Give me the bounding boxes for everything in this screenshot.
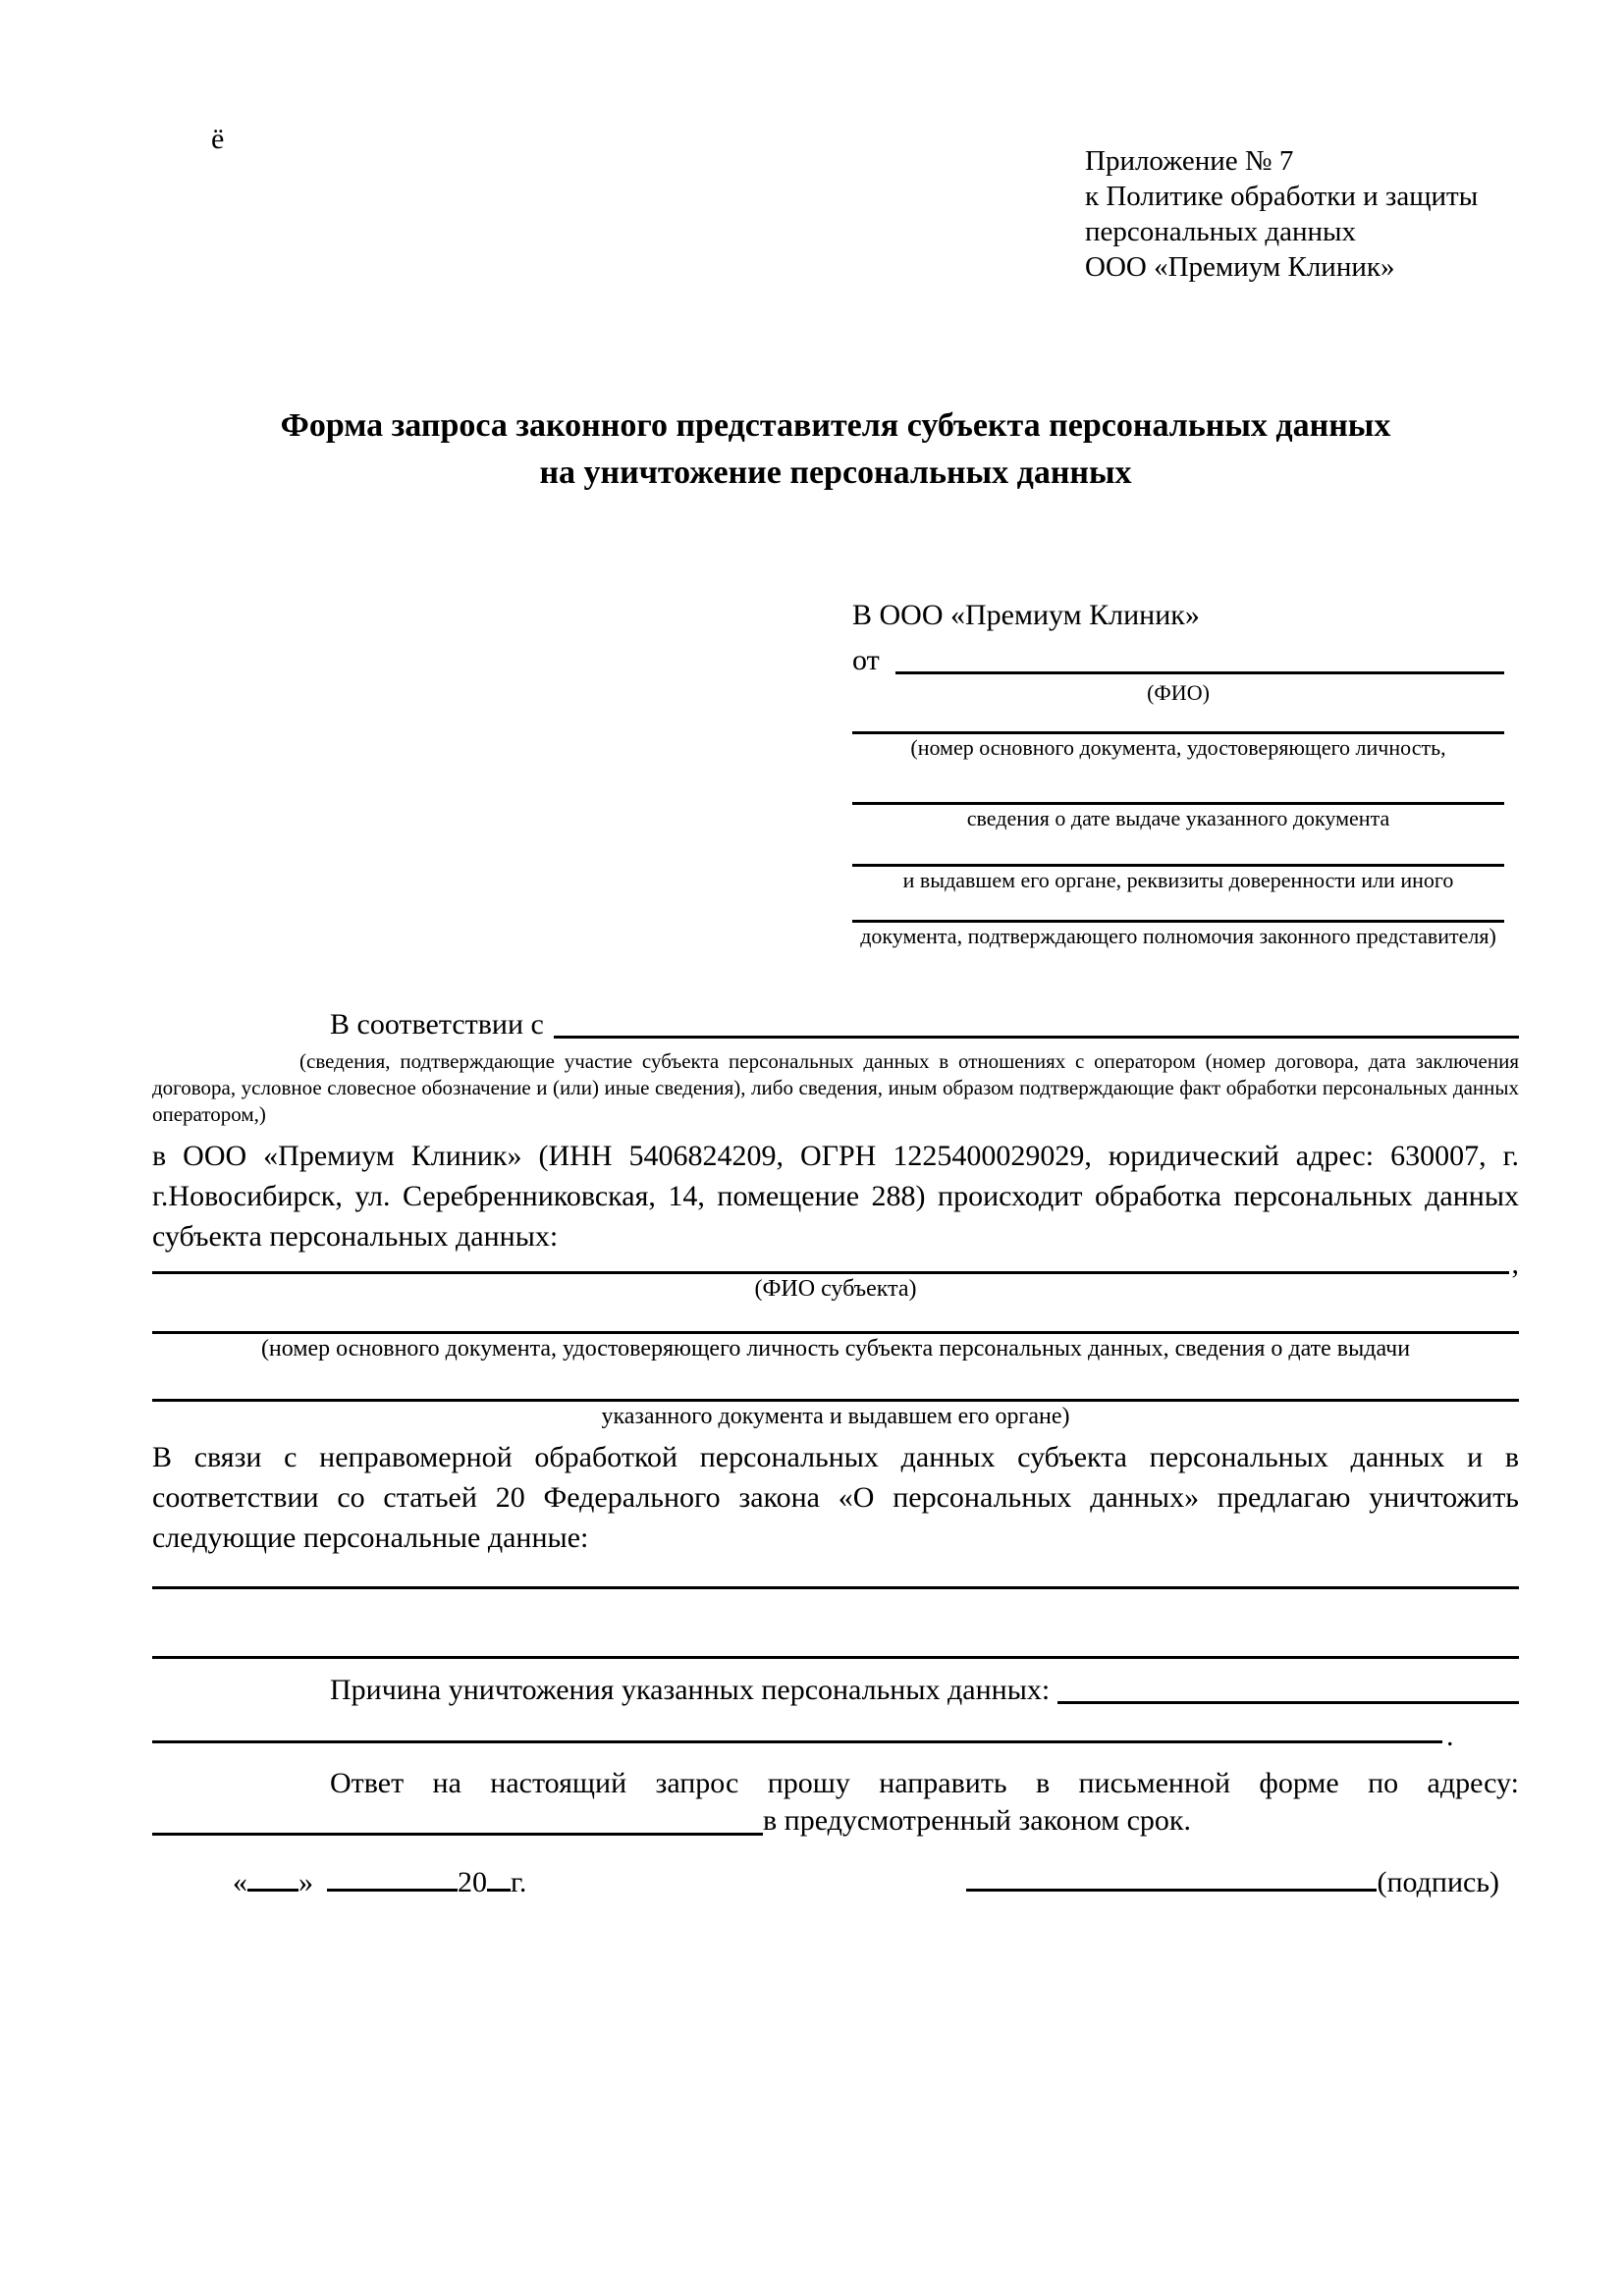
addressee-block bbox=[852, 597, 1504, 950]
year-suffix: г. bbox=[511, 1866, 527, 1898]
title-line: на уничтожение персональных данных bbox=[539, 454, 1132, 491]
reply-tail: в предусмотренный законом срок. bbox=[763, 1804, 1191, 1837]
title-line: Форма запроса законного представителя субъекта персональных данных bbox=[280, 407, 1391, 444]
signature-blank-line bbox=[966, 1882, 1377, 1892]
address-blank-line bbox=[152, 1833, 763, 1836]
reason-blank-line bbox=[1057, 1701, 1519, 1704]
reason-continuation-row bbox=[152, 1708, 1519, 1752]
demand-paragraph: В связи с неправомерной обработкой персональных данных субъекта персональных данных и в соответствии со статьей 20 Федерального закона «О персональных данных» предлагаю уничтожить следующие персональные данные: bbox=[152, 1441, 1519, 1554]
issuer-blank-line bbox=[852, 832, 1504, 867]
trailing-comma: , bbox=[1511, 1248, 1519, 1280]
month-blank bbox=[327, 1882, 458, 1892]
doc-number-caption: (номер основного документа, удостоверяющего личность, bbox=[910, 735, 1446, 760]
stray-character: ё bbox=[211, 123, 225, 155]
reply-paragraph: Ответ на настоящий запрос прошу направить в письменной форме по адресу: bbox=[330, 1767, 1519, 1799]
authority-blank-line bbox=[852, 894, 1504, 923]
date-signature-row bbox=[152, 1861, 1519, 1900]
reason-lead: Причина уничтожения указанных персональных данных: bbox=[330, 1674, 1051, 1706]
fio-blank-line bbox=[895, 671, 1504, 674]
subject-fio-row bbox=[152, 1248, 1519, 1280]
signature-field bbox=[966, 1865, 1499, 1900]
subject-fio-caption: (ФИО субъекта) bbox=[754, 1276, 917, 1302]
trailing-period: . bbox=[1446, 1720, 1454, 1752]
operator-paragraph: в ООО «Премиум Клиник» (ИНН 5406824209, ОГРН 1225400029029, юридический адрес: 630007, г. г.Новосибирск, ул. Серебренниковская, 14, помещение 288) происходит обработка персональных данных субъекта персональных данных: bbox=[152, 1140, 1519, 1253]
appendix-line: Приложение № 7 bbox=[1085, 145, 1294, 177]
day-blank bbox=[247, 1882, 298, 1892]
data-blank-line-1 bbox=[152, 1558, 1519, 1589]
subject-doc-blank-line bbox=[152, 1304, 1519, 1334]
accordance-blank-line bbox=[554, 1036, 1519, 1039]
addressee-organization: В ООО «Премиум Клиник» bbox=[852, 599, 1200, 631]
fio-caption: (ФИО) bbox=[1147, 680, 1210, 705]
appendix-block bbox=[1085, 143, 1478, 285]
from-label: от bbox=[852, 644, 880, 676]
authority-caption: документа, подтверждающего полномочия законного представителя) bbox=[860, 924, 1496, 948]
subject-doc-blank-line-2 bbox=[152, 1363, 1519, 1402]
subject-doc-caption-2: указанного документа и выдавшем его органе) bbox=[601, 1404, 1070, 1429]
reason-blank-line-2 bbox=[152, 1740, 1442, 1743]
reason-row bbox=[152, 1669, 1519, 1708]
issue-date-caption: сведения о дате выдаче указанного документа bbox=[966, 806, 1390, 830]
year-blank bbox=[487, 1882, 511, 1892]
date-field bbox=[233, 1865, 526, 1900]
appendix-line: к Политике обработки и защиты bbox=[1085, 181, 1479, 212]
accordance-row bbox=[152, 1003, 1519, 1042]
body-text bbox=[152, 1003, 1519, 1839]
signature-caption: (подпись) bbox=[1377, 1866, 1499, 1898]
accordance-note: (сведения, подтверждающие участие субъекта персональных данных в отношениях с оператором (номер договора, дата заключения договора, условное словесное обозначение и (или) иные сведения), либо сведения, иным образом подтверждающие факт обработки персональных данных оператором,) bbox=[152, 1049, 1519, 1126]
reply-address-row bbox=[152, 1803, 1519, 1839]
issue-date-blank-line bbox=[852, 762, 1504, 805]
doc-number-blank-line bbox=[852, 707, 1504, 734]
appendix-line: персональных данных bbox=[1085, 216, 1357, 247]
document-title bbox=[152, 402, 1519, 497]
from-row bbox=[852, 642, 1504, 677]
quote-open: « bbox=[233, 1866, 247, 1898]
subject-doc-caption-1: (номер основного документа, удостоверяющего личность субъекта персональных данных, сведения о дате выдачи bbox=[260, 1336, 1411, 1362]
accordance-lead: В соответствии с bbox=[330, 1008, 544, 1041]
quote-close: » bbox=[298, 1866, 313, 1898]
issuer-caption: и выдавшем его органе, реквизиты доверенности или иного bbox=[902, 868, 1454, 892]
data-blank-line-2 bbox=[152, 1589, 1519, 1659]
year-prefix: 20 bbox=[458, 1866, 487, 1898]
appendix-line: ООО «Премиум Клиник» bbox=[1085, 251, 1395, 283]
